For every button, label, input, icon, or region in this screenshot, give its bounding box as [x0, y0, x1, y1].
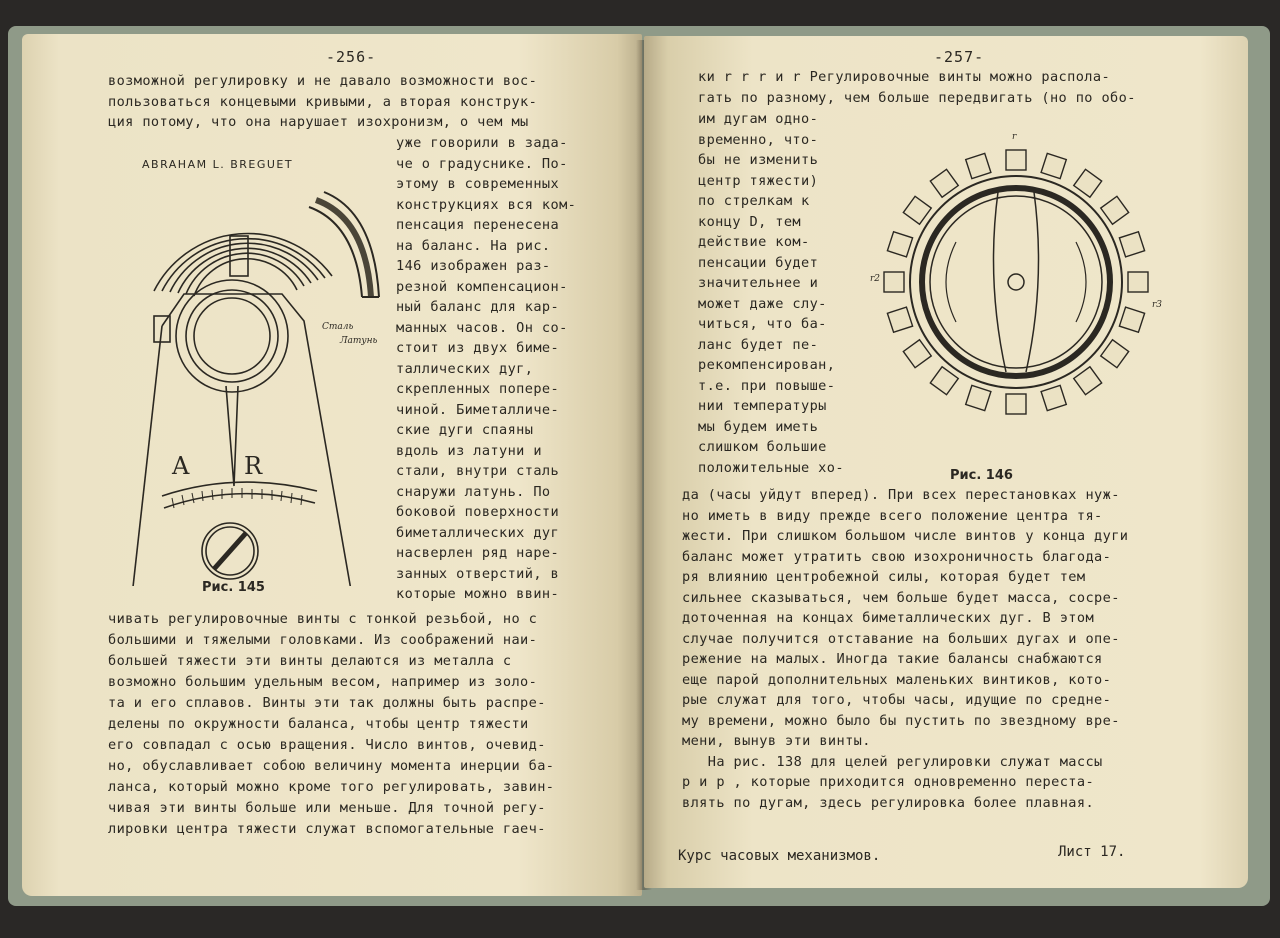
- text-line: да (часы уйдут вперед). При всех перестановках нуж-: [682, 487, 1120, 503]
- text-line: центр тяжести): [698, 172, 819, 189]
- text-line: ланса, который можно кроме того регулировать, завин-: [108, 779, 555, 795]
- text-line: таллических дуг,: [396, 360, 534, 377]
- text-line: делены по окружности баланса, чтобы центр тяжести: [108, 716, 529, 732]
- balance-screw: [903, 196, 931, 224]
- text-line: возможно большим удельным весом, например из золо-: [108, 674, 538, 690]
- text-line: мы будем иметь: [698, 418, 819, 435]
- footer-course-title: Курс часовых механизмов.: [678, 848, 881, 864]
- balance-screw: [1128, 272, 1148, 292]
- balance-screw: [1074, 169, 1102, 197]
- text-line: возможной регулировку и не давало возможности вос-: [108, 73, 538, 89]
- text-line: ки r r r и r Регулировочные винты можно распола-: [698, 69, 1111, 85]
- text-line: биметаллических дуг: [396, 524, 560, 541]
- text-line: по стрелкам к: [698, 193, 810, 209]
- text-line: че о градуснике. По-: [396, 155, 568, 172]
- text-line: резной компенсацион-: [396, 278, 568, 295]
- text-line: лировки центра тяжести служат вспомогательные гаеч-: [108, 821, 546, 837]
- balance-screw: [884, 272, 904, 292]
- text-line: на баланс. На рис.: [396, 237, 551, 254]
- balance-screw: [1074, 367, 1102, 395]
- balance-screw: [966, 385, 991, 410]
- text-line: рые служат для того, чтобы часы, идущие по средне-: [682, 692, 1112, 708]
- page-number: -257-: [934, 48, 985, 66]
- text-line: На рис. 138 для целей регулировки служат массы: [682, 753, 1103, 770]
- label-brass: Латунь: [340, 336, 378, 346]
- figure-146-drawing: [866, 132, 1166, 442]
- text-line: ция потому, что она нарушает изохронизм, о чем мы: [108, 114, 529, 130]
- balance-screw: [1006, 394, 1026, 414]
- text-line: конструкциях вся ком-: [396, 196, 577, 213]
- text-line: ря влиянию центробежной силы, которая будет тем: [682, 569, 1086, 585]
- text-line: но, обуславливает собою величину момента инерции ба-: [108, 758, 555, 774]
- footer-sheet-number: Лист 17.: [1058, 844, 1126, 860]
- text-line: большей тяжести эти винты делаются из металла с: [108, 653, 512, 669]
- text-line: его совпадал с осью вращения. Число винтов, очевид-: [108, 737, 546, 753]
- text-line: значительнее и: [698, 275, 819, 291]
- mark-left: r2: [870, 274, 881, 284]
- text-line: 146 изображен раз-: [396, 258, 551, 274]
- text-line: гать по разному, чем больше передвигать (но по обо-: [698, 89, 1136, 106]
- balance-screw: [930, 169, 958, 197]
- text-line: этому в современных: [396, 176, 560, 192]
- balance-screw: [1101, 196, 1129, 224]
- text-line: вдоль из латуни и: [396, 442, 542, 459]
- text-line: скрепленных попере-: [396, 381, 560, 397]
- text-line: пользоваться концевыми кривыми, а вторая конструк-: [108, 93, 538, 110]
- balance-screw: [930, 367, 958, 395]
- balance-screw: [887, 232, 912, 257]
- figure-title: ABRAHAM L. BREGUET: [142, 158, 294, 171]
- balance-screw: [1101, 340, 1129, 368]
- bimetal-section-drawing: [294, 172, 394, 302]
- text-line: бы не изменить: [698, 152, 819, 168]
- balance-screw: [1041, 153, 1066, 178]
- text-line: боковой поверхности: [396, 504, 560, 520]
- text-line: случае получится отставание на больших дугах и опе-: [682, 630, 1120, 647]
- text-line: которые можно ввин-: [396, 586, 560, 602]
- text-line: та и его сплавов. Винты эти так должны быть распре-: [108, 695, 546, 711]
- text-line: большими и тяжелыми головками. Из соображений наи-: [108, 632, 538, 648]
- text-line: может даже слу-: [698, 295, 827, 312]
- text-line: нии температуры: [698, 398, 827, 414]
- text-line: еще парой дополнительных маленьких винтиков, кото-: [682, 671, 1112, 688]
- text-line: но иметь в виду прежде всего положение центра тя-: [682, 507, 1103, 524]
- text-line: манных часов. Он со-: [396, 319, 568, 336]
- text-line: занных отверстий, в: [396, 565, 560, 582]
- text-line: чивать регулировочные винты с тонкой резьбой, но с: [108, 611, 538, 627]
- text-line: чиной. Биметалличе-: [396, 401, 560, 418]
- right-page: [644, 36, 1248, 888]
- balance-screw: [1006, 150, 1026, 170]
- text-line: концу D, тем: [698, 213, 802, 230]
- figure-145-caption: Рис. 145: [202, 580, 265, 595]
- text-line: пенсации будет: [698, 254, 819, 271]
- text-line: стали, внутри сталь: [396, 463, 560, 479]
- text-line: баланс может утратить свою изохроничность благода-: [682, 548, 1112, 565]
- text-line: уже говорили в зада-: [396, 135, 568, 151]
- text-line: влять по дугам, здесь регулировка более плавная.: [682, 794, 1095, 811]
- text-line: снаружи латунь. По: [396, 483, 551, 500]
- text-line: мени, вынув эти винты.: [682, 733, 871, 749]
- balance-screw: [887, 307, 912, 332]
- text-line: временно, что-: [698, 131, 819, 148]
- letter-r: R: [244, 452, 263, 480]
- letter-a: A: [172, 452, 190, 480]
- text-line: ланс будет пе-: [698, 336, 819, 353]
- text-line: слишком большие: [698, 439, 827, 455]
- balance-screw: [1041, 385, 1066, 410]
- page-number: -256-: [326, 48, 377, 66]
- balance-screw: [966, 153, 991, 178]
- text-line: p и p , которые приходится одновременно переста-: [682, 774, 1095, 790]
- mark-top: r: [1012, 132, 1017, 142]
- text-line: насверлен ряд наре-: [396, 545, 560, 561]
- text-line: доточенная на концах биметаллических дуг. В этом: [682, 610, 1095, 626]
- text-line: сильнее сказываться, чем больше будет масса, сосре-: [682, 589, 1120, 606]
- text-line: чивая эти винты больше или меньше. Для точной регу-: [108, 800, 546, 816]
- balance-screw: [903, 340, 931, 368]
- text-line: ный баланс для кар-: [396, 299, 560, 315]
- text-line: ские дуги спаяны: [396, 422, 534, 438]
- balance-screw: [1119, 232, 1144, 257]
- text-line: пенсация перенесена: [396, 217, 560, 233]
- text-line: действие ком-: [698, 234, 810, 250]
- text-line: читься, что ба-: [698, 316, 827, 332]
- text-line: т.е. при повыше-: [698, 377, 836, 394]
- figure-146-caption: Рис. 146: [950, 468, 1013, 483]
- text-line: стоит из двух биме-: [396, 340, 560, 356]
- text-line: му времени, можно было бы пустить по звездному вре-: [682, 712, 1120, 729]
- left-page: [22, 34, 642, 896]
- text-line: жести. При слишком большом числе винтов у конца дуги: [682, 528, 1129, 544]
- balance-screw: [1119, 307, 1144, 332]
- label-steel: Сталь: [322, 322, 354, 332]
- text-line: им дугам одно-: [698, 111, 819, 127]
- text-line: режение на малых. Иногда такие балансы снабжаются: [682, 651, 1103, 667]
- mark-right: r3: [1152, 300, 1163, 310]
- text-line: положительные хо-: [698, 459, 844, 476]
- text-line: рекомпенсирован,: [698, 357, 836, 373]
